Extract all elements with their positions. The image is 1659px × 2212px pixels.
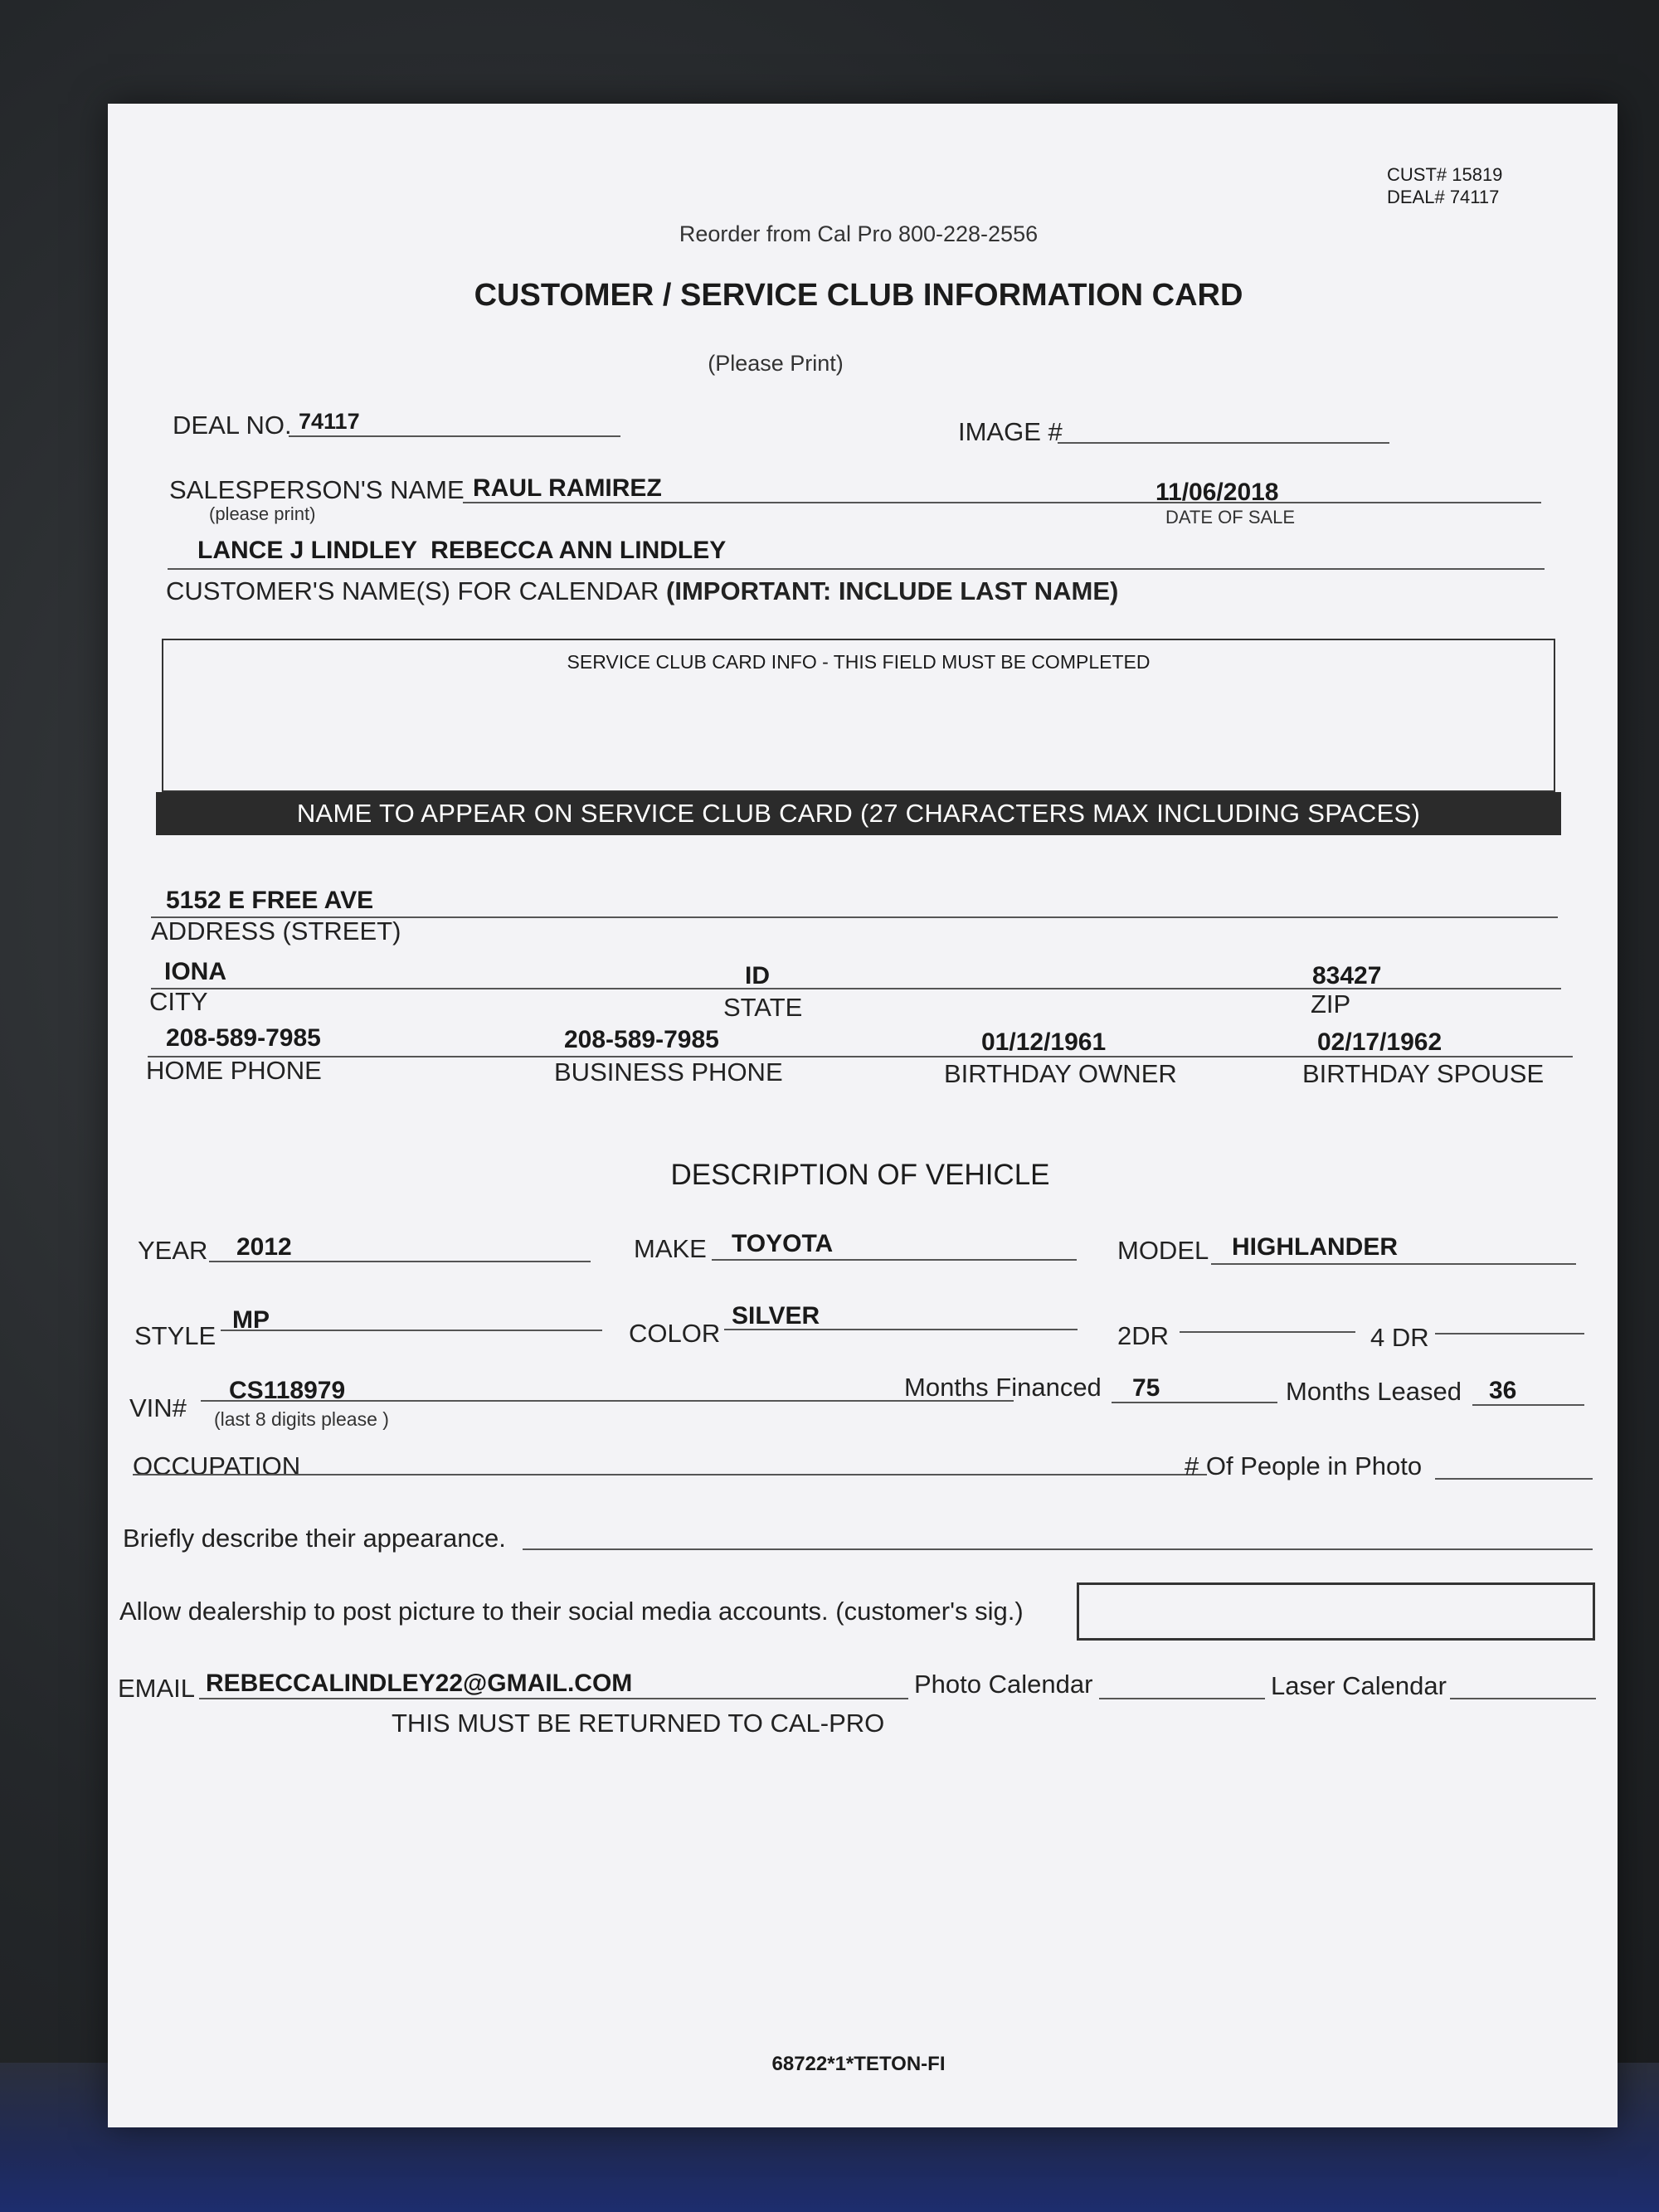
image-no-label: IMAGE # [958, 417, 1063, 446]
vin-label: VIN# [129, 1393, 187, 1422]
birthday-spouse-value[interactable]: 02/17/1962 [1317, 1028, 1443, 1056]
months-leased-value[interactable]: 36 [1489, 1377, 1517, 1404]
customer-signature-box[interactable] [1077, 1582, 1595, 1641]
customer-number: CUST# 15819 [1387, 164, 1503, 185]
photo-calendar-label: Photo Calendar [914, 1670, 1093, 1699]
city-label: CITY [149, 987, 208, 1016]
social-media-permission-label: Allow dealership to post picture to their social media accounts. (customer's sig.) [119, 1597, 1024, 1626]
four-door-label: 4 DR [1370, 1323, 1429, 1352]
home-phone-value[interactable]: 208-589-7985 [166, 1024, 321, 1052]
deal-no-value[interactable]: 74117 [299, 409, 360, 434]
service-club-box-title: SERVICE CLUB CARD INFO - THIS FIELD MUST BE COMPLETED [567, 651, 1151, 673]
business-phone-value[interactable]: 208-589-7985 [564, 1026, 719, 1053]
two-door-label: 2DR [1117, 1321, 1170, 1350]
state-label: STATE [723, 993, 803, 1022]
date-of-sale-value[interactable]: 11/06/2018 [1155, 479, 1279, 506]
birthday-spouse-label: BIRTHDAY SPOUSE [1302, 1059, 1545, 1088]
appearance-label: Briefly describe their appearance. [123, 1524, 506, 1553]
months-financed-label: Months Financed [904, 1373, 1102, 1402]
year-value[interactable]: 2012 [236, 1233, 292, 1261]
style-label: STYLE [134, 1321, 216, 1350]
service-club-name-banner: NAME TO APPEAR ON SERVICE CLUB CARD (27 CHARACTERS MAX INCLUDING SPACES) [156, 792, 1561, 835]
make-label: MAKE [634, 1234, 707, 1263]
zip-value[interactable]: 83427 [1312, 962, 1382, 989]
email-line [199, 1698, 908, 1699]
customer-names-value[interactable]: LANCE J LINDLEY REBECCA ANN LINDLEY [197, 537, 727, 564]
style-line [221, 1330, 602, 1331]
street-label: ADDRESS (STREET) [151, 916, 401, 946]
vin-value[interactable]: CS118979 [229, 1377, 346, 1404]
customer-names-line [168, 568, 1545, 570]
form-title: CUSTOMER / SERVICE CLUB INFORMATION CARD [474, 278, 1243, 313]
model-label: MODEL [1117, 1236, 1209, 1265]
appearance-line [523, 1548, 1593, 1550]
image-no-line [1058, 442, 1389, 444]
people-in-photo-label: # Of People in Photo [1185, 1451, 1423, 1480]
please-print-note: (Please Print) [708, 351, 844, 376]
color-value[interactable]: SILVER [732, 1302, 820, 1330]
salesperson-value[interactable]: RAUL RAMIREZ [473, 474, 662, 502]
salesperson-label: SALESPERSON'S NAME [169, 475, 465, 504]
four-door-line [1435, 1333, 1584, 1334]
salesperson-sub-label: (please print) [209, 503, 316, 524]
phone-birthday-line [148, 1056, 1573, 1057]
two-door-line [1180, 1331, 1355, 1333]
occupation-label: OCCUPATION [133, 1451, 301, 1480]
form-code: 68722*1*TETON-FI [771, 2053, 946, 2075]
vin-sub-label: (last 8 digits please ) [214, 1408, 389, 1430]
months-financed-value[interactable]: 75 [1132, 1374, 1160, 1402]
occupation-line [133, 1474, 1207, 1475]
business-phone-label: BUSINESS PHONE [554, 1057, 783, 1087]
zip-label: ZIP [1311, 989, 1351, 1018]
laser-calendar-label: Laser Calendar [1271, 1671, 1447, 1700]
deal-no-label: DEAL NO. [173, 411, 292, 440]
email-label: EMAIL [118, 1674, 196, 1703]
street-value[interactable]: 5152 E FREE AVE [166, 887, 374, 914]
return-note: THIS MUST BE RETURNED TO CAL-PRO [392, 1709, 885, 1738]
people-in-photo-line [1435, 1478, 1593, 1480]
model-value[interactable]: HIGHLANDER [1232, 1233, 1398, 1261]
customer-names-label-text: CUSTOMER'S NAME(S) FOR CALENDAR [166, 576, 659, 605]
vehicle-section-title: DESCRIPTION OF VEHICLE [670, 1159, 1050, 1191]
photo-calendar-line [1099, 1698, 1265, 1699]
reorder-note: Reorder from Cal Pro 800-228-2556 [679, 221, 1039, 246]
customer-names-important: (IMPORTANT: INCLUDE LAST NAME) [666, 576, 1119, 605]
birthday-owner-value[interactable]: 01/12/1961 [981, 1028, 1107, 1056]
birthday-owner-label: BIRTHDAY OWNER [944, 1059, 1177, 1088]
make-line [712, 1259, 1077, 1261]
deal-reference: DEAL# 74117 [1387, 187, 1500, 207]
customer-names-label [166, 576, 1118, 606]
deal-no-line [289, 435, 620, 437]
laser-calendar-line [1450, 1698, 1596, 1699]
city-value[interactable]: IONA [164, 958, 226, 985]
model-line [1211, 1263, 1576, 1265]
style-value[interactable]: MP [232, 1306, 270, 1334]
months-leased-label: Months Leased [1286, 1377, 1462, 1406]
make-value[interactable]: TOYOTA [732, 1230, 834, 1257]
year-label: YEAR [138, 1236, 208, 1265]
color-label: COLOR [629, 1319, 721, 1348]
home-phone-label: HOME PHONE [146, 1056, 322, 1085]
state-value[interactable]: ID [745, 962, 770, 989]
email-value[interactable]: REBECCALINDLEY22@GMAIL.COM [206, 1670, 633, 1697]
information-card-form [108, 104, 1618, 2127]
date-of-sale-label: DATE OF SALE [1165, 507, 1296, 527]
